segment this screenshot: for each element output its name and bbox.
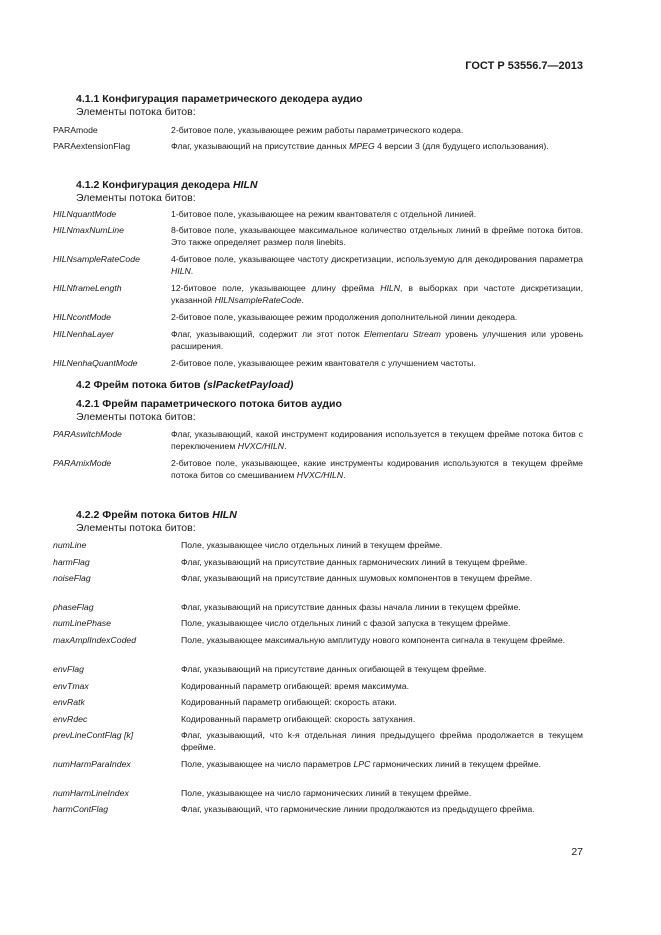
field-name: HILNcontMode	[53, 312, 111, 322]
field-name: numLinePhase	[53, 618, 111, 628]
field-name: HILNsampleRateCode	[53, 254, 140, 264]
field-desc: 1-битовое поле, указывающее на режим квантователя с отдельной линией.	[171, 209, 477, 219]
field-name: HILNmaxNumLine	[53, 225, 124, 235]
field-desc: Флаг, указывающий на присутствие данных гармонических линий в текущем фрейме.	[181, 557, 528, 567]
field-name: HILNenhaLayer	[53, 329, 114, 339]
field-desc: Кодированный параметр огибающей: время максимума.	[181, 681, 410, 691]
field-desc: Флаг, указывающий на присутствие данных шумовых компонентов в текущем фрейме.	[181, 573, 533, 583]
field-desc: Поле, указывающее на число параметров LPC гармонических линий в текущем фрейме.	[181, 759, 541, 769]
field-name: HILNenhaQuantMode	[53, 358, 138, 368]
field-name: harmContFlag	[53, 804, 109, 814]
field-desc: 2-битовое поле, указывающее режим продолжения дополнительной линии декодера.	[171, 312, 518, 322]
field-name: PARAmode	[53, 125, 98, 135]
field-name: noiseFlag	[53, 573, 91, 583]
field-desc: Флаг, указывающий, содержит ли этот поток Elementaru Stream уровень улучшения или уровень расширения.	[171, 329, 583, 351]
field-desc: Поле, указывающее максимальную амплитуду нового компонента сигнала в текущем фрейме.	[181, 635, 566, 645]
section-heading-4-2: 4.2 Фрейм потока битов (slPacketPayload)	[76, 379, 294, 391]
field-desc: Поле, указывающее число отдельных линий с фазой запуска в текущем фрейме.	[181, 618, 511, 628]
field-desc: 2-битовое поле, указывающее режим работы параметрического кодера.	[171, 125, 464, 135]
field-name: envTmax	[53, 681, 89, 691]
section-subtitle: Элементы потока битов:	[76, 106, 196, 118]
field-name: envFlag	[53, 664, 84, 674]
field-name: PARAmixMode	[53, 458, 112, 468]
field-desc: Флаг, указывающий, какой инструмент кодирования используется в текущем фрейме потока битов с переключением HVXC/HILN.	[171, 429, 583, 451]
field-name: maxAmplIndexCoded	[53, 635, 137, 645]
field-name: harmFlag	[53, 557, 90, 567]
field-desc: Кодированный параметр огибающей: скорость затухания.	[181, 714, 416, 724]
field-desc: Флаг, указывающий, что k-я отдельная линия предыдущего фрейма продолжается в текущем фрейме.	[181, 730, 583, 752]
field-desc: 12-битовое поле, указывающее длину фрейма HILN, в выборках при частоте дискретизации, указанной HILNsampleRateCode.	[171, 283, 583, 305]
field-desc: Флаг, указывающий на присутствие данных фазы начала линии в текущем фрейме.	[181, 602, 521, 612]
field-desc: Поле, указывающее на число гармонических линий в текущем фрейме.	[181, 788, 472, 798]
field-name: PARAextensionFlag	[53, 141, 131, 151]
section-subtitle: Элементы потока битов:	[76, 411, 196, 423]
field-name: numHarmParaIndex	[53, 759, 131, 769]
field-desc: Флаг, указывающий, что гармонические линии продолжаются из предыдущего фрейма.	[181, 804, 535, 814]
field-name: PARAswitchMode	[53, 429, 122, 439]
field-desc: Флаг, указывающий на присутствие данных MPEG 4 версии 3 (для будущего использования).	[171, 141, 549, 151]
field-desc: 2-битовое поле, указывающее режим квантователя с улучшением частоты.	[171, 358, 476, 368]
field-name: numHarmLineIndex	[53, 788, 129, 798]
section-heading-4-1-1: 4.1.1 Конфигурация параметрического декодера аудио	[76, 93, 363, 105]
field-desc: Флаг, указывающий на присутствие данных огибающей в текущем фрейме.	[181, 664, 487, 674]
section-heading-4-2-2: 4.2.2 Фрейм потока битов HILN	[76, 509, 237, 521]
page-number: 27	[571, 846, 583, 858]
field-desc: 2-битовое поле, указывающее, какие инструменты кодирования используются в текущем фрейме потока битов со смешиванием HVXC/HILN.	[171, 458, 583, 480]
section-subtitle: Элементы потока битов:	[76, 192, 196, 204]
field-name: numLine	[53, 540, 87, 550]
field-desc: Поле, указывающее число отдельных линий в текущем фрейме.	[181, 540, 443, 550]
field-name: phaseFlag	[53, 602, 94, 612]
section-heading-4-1-2: 4.1.2 Конфигурация декодера HILN	[76, 179, 258, 191]
field-name: prevLineContFlag [k]	[53, 730, 134, 740]
field-name: envRdec	[53, 714, 88, 724]
field-name: envRatk	[53, 697, 85, 707]
field-desc: Кодированный параметр огибающей: скорость атаки.	[181, 697, 397, 707]
field-name: HILNframeLength	[53, 283, 122, 293]
field-desc: 8-битовое поле, указывающее максимальное количество отдельных линий в фрейме потока битов. Это также определяет размер поля linebits.	[171, 225, 583, 247]
section-heading-4-2-1: 4.2.1 Фрейм параметрического потока битов аудио	[76, 398, 342, 410]
section-subtitle: Элементы потока битов:	[76, 522, 196, 534]
field-desc: 4-битовое поле, указывающее частоту дискретизации, используемую для декодирования параметра HILN.	[171, 254, 583, 276]
standard-header: ГОСТ Р 53556.7—2013	[465, 60, 583, 72]
field-name: HILNquantMode	[53, 209, 117, 219]
